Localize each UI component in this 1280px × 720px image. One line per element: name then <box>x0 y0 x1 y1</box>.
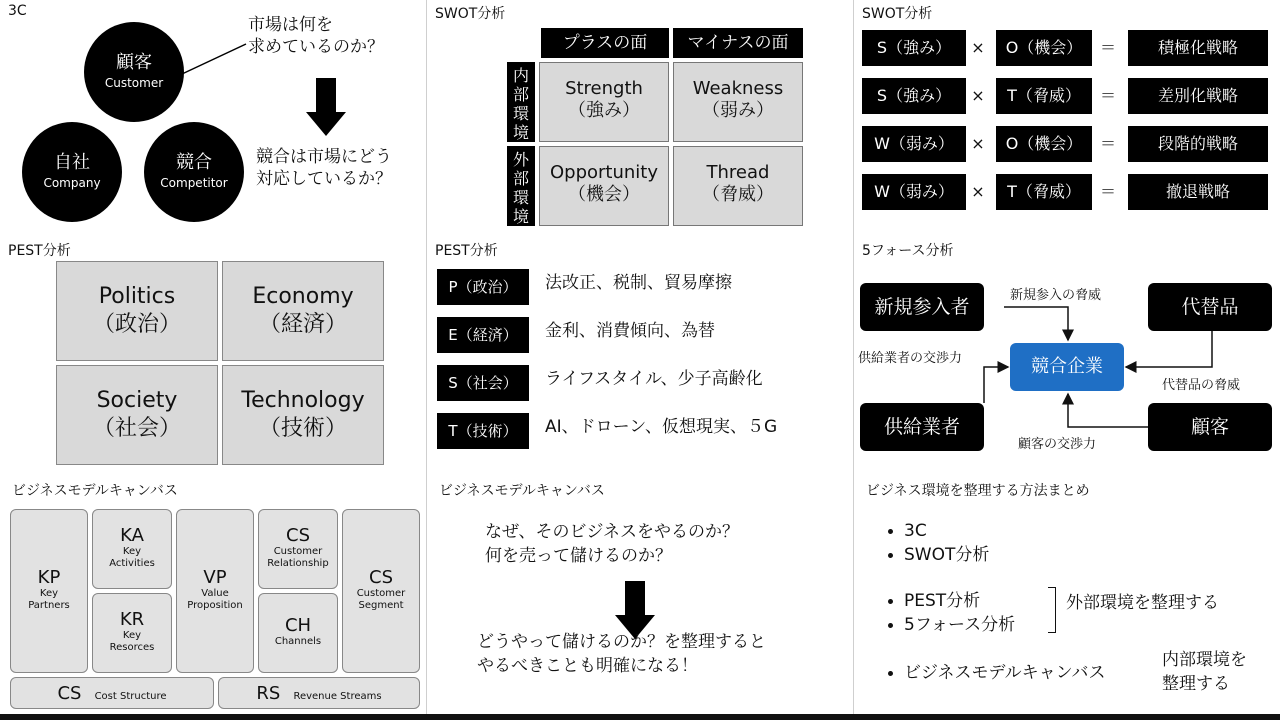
cell-en: Opportunity <box>549 162 659 183</box>
external-env-label: 外部環境を整理する <box>1066 593 1219 613</box>
bmc-cost-structure <box>10 677 214 709</box>
bottom-bar <box>0 714 1280 720</box>
bmc-key-activities <box>92 509 172 589</box>
equals-icon: ＝ <box>1099 86 1116 105</box>
company-en-label: Company <box>43 176 101 190</box>
strategy-factor-a: W（弱み） <box>862 174 966 210</box>
summary-item-3c: 3C <box>904 521 927 541</box>
internal-env-label-2: 整理する <box>1162 674 1230 694</box>
panel-title: PEST分析 <box>8 243 71 259</box>
cell-en: Politics <box>98 284 176 309</box>
cell-en: Strength <box>565 78 643 99</box>
cell-jp: （社会） <box>92 416 181 441</box>
cell-name: Key <box>39 588 59 599</box>
swot-strength <box>539 62 669 142</box>
row-header-char: 部 <box>512 169 529 188</box>
col-header-plus: プラスの面 <box>541 28 669 58</box>
row-header-char: 部 <box>512 85 529 104</box>
bullet-icon <box>888 529 893 534</box>
supplier-power-label: 供給業者の交渉力 <box>858 351 963 366</box>
times-icon: × <box>971 182 985 201</box>
competitor-label: 競合 <box>176 152 212 173</box>
question-line: 求めているのか？ <box>248 37 384 57</box>
bullet-icon <box>888 553 893 558</box>
strategy-result: 積極化戦略 <box>1128 30 1268 66</box>
cell-en: Weakness <box>692 78 784 99</box>
customers-box: 顧客 <box>1148 403 1272 451</box>
company-label: 自社 <box>54 152 90 173</box>
strategy-factor-b: T（脅威） <box>996 78 1092 114</box>
strategy-factor-b: O（機会） <box>996 126 1092 162</box>
cell-name: Relationship <box>267 558 329 569</box>
summary-item-bmc: ビジネスモデルキャンバス <box>904 663 1106 683</box>
panel-3c <box>0 0 426 240</box>
cell-name: Proposition <box>187 600 243 611</box>
row-header-char: 環 <box>512 188 529 207</box>
cell-jp: （機会） <box>568 184 640 205</box>
bullet-icon <box>888 599 893 604</box>
row-header-internal <box>507 62 535 142</box>
bmc-customer-segment <box>342 509 420 673</box>
cell-jp: （経済） <box>258 312 347 337</box>
bmc-question-1: なぜ、そのビジネスをやるのか？ <box>485 522 739 542</box>
cell-abbr: CS <box>369 567 393 588</box>
strategy-result: 撤退戦略 <box>1128 174 1268 210</box>
cell-name: Value <box>201 588 229 599</box>
panel-five-forces <box>854 237 1280 477</box>
cell-abbr: RS <box>256 683 281 704</box>
equals-icon: ＝ <box>1099 38 1116 57</box>
times-icon: × <box>971 86 985 105</box>
strategy-result: 段階的戦略 <box>1128 126 1268 162</box>
cell-name: Customer <box>356 588 406 599</box>
bmc-value-proposition <box>176 509 254 673</box>
new-entrants-box: 新規参入者 <box>860 283 984 331</box>
swot-weakness <box>673 62 803 142</box>
bracket-icon <box>1048 587 1056 633</box>
row-header-char: 内 <box>512 66 529 85</box>
cell-name: Activities <box>109 558 155 569</box>
pest-factor-examples: AI、ドローン、仮想現実、５G <box>545 417 778 437</box>
summary-item-swot: SWOT分析 <box>904 545 990 565</box>
cell-abbr: KA <box>120 525 144 546</box>
pest-factor-label: T（技術） <box>437 413 529 449</box>
times-icon: × <box>971 134 985 153</box>
equals-icon: ＝ <box>1099 134 1116 153</box>
cell-abbr: KR <box>119 609 145 630</box>
summary-item-pest: PEST分析 <box>904 591 981 611</box>
customer-label: 顧客 <box>116 52 152 73</box>
cell-abbr: CS <box>286 525 310 546</box>
bmc-question-2: 何を売って儲けるのか？ <box>485 546 672 566</box>
bmc-revenue-streams <box>218 677 420 709</box>
swot-opportunity <box>539 146 669 226</box>
panel-swot-strategy <box>854 0 1280 240</box>
strategy-factor-a: W（弱み） <box>862 126 966 162</box>
cell-name: Resorces <box>109 642 155 653</box>
cell-abbr: VP <box>203 567 227 588</box>
pest-technology <box>222 365 384 465</box>
cell-name: Key <box>122 630 142 641</box>
bullet-icon <box>888 623 893 628</box>
substitutes-box: 代替品 <box>1148 283 1272 331</box>
strategy-factor-b: O（機会） <box>996 30 1092 66</box>
down-arrow-icon <box>306 78 346 138</box>
equals-icon: ＝ <box>1099 182 1116 201</box>
cell-jp: （政治） <box>92 312 181 337</box>
bullet-icon <box>888 671 893 676</box>
panel-title: SWOT分析 <box>435 6 506 22</box>
cell-en: Society <box>96 388 178 413</box>
panel-summary <box>854 477 1280 714</box>
internal-env-label-1: 内部環境を <box>1162 650 1247 670</box>
strategy-factor-a: S（強み） <box>862 78 966 114</box>
panel-title: ビジネスモデルキャンバス <box>12 483 178 499</box>
question-market <box>248 14 384 58</box>
row-header-char: 境 <box>512 123 529 142</box>
swot-thread <box>673 146 803 226</box>
strategy-factor-b: T（脅威） <box>996 174 1092 210</box>
question-competitor <box>256 146 392 190</box>
cell-jp: （技術） <box>258 416 347 441</box>
row-header-external <box>507 146 535 226</box>
cell-abbr: CH <box>284 615 312 636</box>
cell-name: Channels <box>274 636 322 647</box>
bmc-conclusion-2: やるべきことも明確になる！ <box>477 656 698 676</box>
cell-jp: （弱み） <box>702 100 774 121</box>
panel-title: PEST分析 <box>435 243 498 259</box>
panel-bmc <box>0 477 426 714</box>
cell-en: Economy <box>252 284 354 309</box>
pest-factor-label: S（社会） <box>437 365 529 401</box>
competitor-center-box: 競合企業 <box>1010 343 1124 391</box>
panel-swot-matrix <box>427 0 853 240</box>
bmc-customer-relationship <box>258 509 338 589</box>
cell-en: Technology <box>241 388 365 413</box>
pest-factor-label: P（政治） <box>437 269 529 305</box>
cell-abbr: KP <box>37 567 61 588</box>
panel-bmc-explanation <box>427 477 853 714</box>
pest-factor-label: E（経済） <box>437 317 529 353</box>
pest-factor-examples: 法改正、税制、貿易摩擦 <box>545 273 732 293</box>
threat-new-label: 新規参入の脅威 <box>1010 288 1102 303</box>
question-line: 競合は市場にどう <box>256 147 392 167</box>
competitor-en-label: Competitor <box>160 176 228 190</box>
panel-pest-grid <box>0 237 426 477</box>
strategy-result: 差別化戦略 <box>1128 78 1268 114</box>
threat-substitute-label: 代替品の脅威 <box>1162 378 1241 393</box>
times-icon: × <box>971 38 985 57</box>
suppliers-box: 供給業者 <box>860 403 984 451</box>
cell-name: Customer <box>273 546 323 557</box>
row-header-char: 環 <box>512 104 529 123</box>
strategy-factor-a: S（強み） <box>862 30 966 66</box>
pest-factor-examples: ライフスタイル、少子高齢化 <box>545 369 763 389</box>
pest-economy <box>222 261 384 361</box>
cell-name: Cost Structure <box>94 691 167 702</box>
panel-title: 3C <box>8 3 27 19</box>
cell-en: Thread <box>706 162 770 183</box>
cell-jp: （脅威） <box>702 184 774 205</box>
panel-pest-list <box>427 237 853 477</box>
row-header-char: 外 <box>512 150 529 169</box>
cell-jp: （強み） <box>568 100 640 121</box>
bmc-conclusion-1: どうやって儲けるのか？を整理すると <box>477 632 766 652</box>
panel-title: ビジネスモデルキャンバス <box>439 483 605 499</box>
bmc-channels <box>258 593 338 673</box>
question-line: 対応しているか？ <box>256 169 392 189</box>
question-line: 市場は何を <box>248 15 333 35</box>
cell-name: Revenue Streams <box>293 691 382 702</box>
panel-title: ビジネス環境を整理する方法まとめ <box>866 483 1090 499</box>
panel-title: SWOT分析 <box>862 6 933 22</box>
col-header-minus: マイナスの面 <box>673 28 803 58</box>
pest-politics <box>56 261 218 361</box>
buyer-power-label: 顧客の交渉力 <box>1018 437 1097 452</box>
summary-item-five-forces: 5フォース分析 <box>904 615 1016 635</box>
pest-society <box>56 365 218 465</box>
cell-abbr: CS <box>57 683 82 704</box>
panel-title: 5フォース分析 <box>862 243 954 259</box>
cell-name: Segment <box>358 600 404 611</box>
customer-en-label: Customer <box>104 76 164 90</box>
bmc-key-resources <box>92 593 172 673</box>
pest-factor-examples: 金利、消費傾向、為替 <box>545 321 715 341</box>
cell-name: Key <box>122 546 142 557</box>
cell-name: Partners <box>28 600 70 611</box>
bmc-key-partners <box>10 509 88 673</box>
row-header-char: 境 <box>512 207 529 226</box>
